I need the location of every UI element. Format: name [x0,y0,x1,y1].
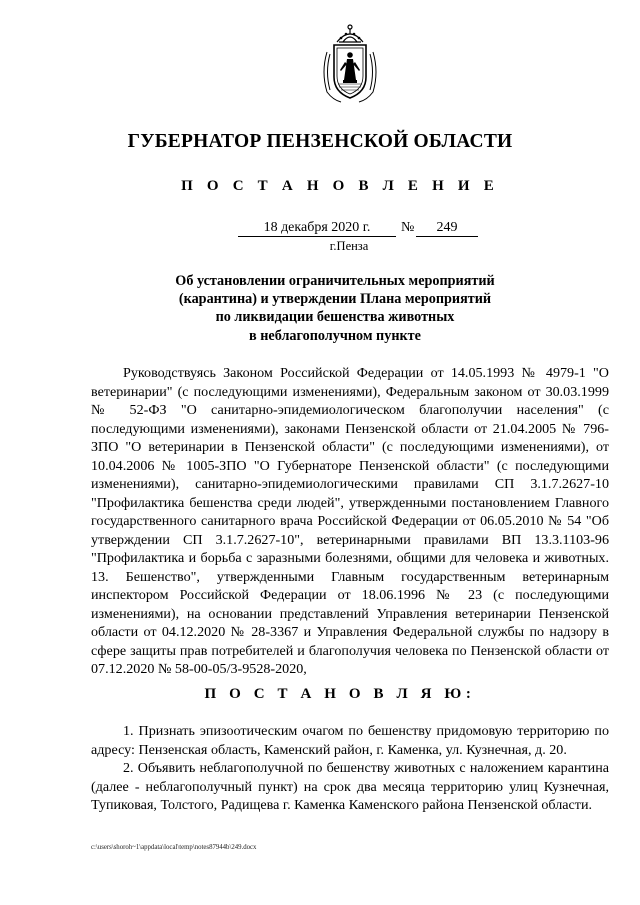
resolution-item: 2. Объявить неблагополучной по бешенству животных с наложением карантина (далее - неблагополучный пункт) на срок два месяца территорию улиц Кузнечная, Тупиковая, Толстого, Радищева г. Каменка Каменского района Пензенской области. [91,760,609,813]
resolution-items [91,722,609,815]
penza-region-coat-of-arms-icon [319,22,381,106]
preamble-paragraph: Руководствуясь Законом Российской Федерации от 14.05.1993 № 4979-1 "О ветеринарии" (с последующими изменениями), Федеральным законом от 30.03.1999 № 52-ФЗ "О санитарно-эпидемиологическом благополучии населения" (с последующими изменениями), законами Пензенской области от 21.04.2005 № 796-ЗПО "О ветеринарии в Пензенской области" (с последующими изменениями), от 10.04.2006 № 1005-ЗПО "О Губернаторе Пензенской области" (с последующими изменениями), санитарно-эпидемиологическими правилами СП 3.1.7.2627-10 "Профилактика бешенства среди людей", утвержденными постановлением Главного государственного санитарного врача Российской Федерации от 06.05.2010 № 54 "Об утверждении СП 3.1.7.2627-10", ветеринарными правилами ВП 13.3.1103-96 "Профилактика и борьба с заразными болезнями, общими для человека и животных. 13. Бешенство", утвержденными Главным государственным ветеринарным инспектором Российской Федерации от 18.06.1996 № 23 (с последующими изменениями), на основании представлений Управления ветеринарии Пензенской области от 04.12.2020 № 28-3367 и Управления Федеральной службы по надзору в сфере защиты прав потребителей и благополучия человека по Пензенской области от 07.12.2020 № 58-00-05/3-9528-2020, [91,365,609,677]
number-sign: № [401,220,415,235]
organization-name: ГУБЕРНАТОР ПЕНЗЕНСКОЙ ОБЛАСТИ [127,131,513,152]
preamble-section [91,364,609,679]
city: г.Пенза [329,239,369,253]
title-line: Об установлении ограничительных мероприятий [175,273,495,289]
document-date: 18 декабря 2020 г. [238,220,396,237]
resolution-item: 1. Признать эпизоотическим очагом по бешенству придомовую территорию по адресу: Пензенская область, Каменский район, г. Каменка, ул. Кузнечная, д. 20. [91,723,609,758]
title-line: (карантина) и утверждении Плана мероприятий [178,291,492,308]
title-line: по ликвидации бешенства животных [215,309,455,326]
document-number: 249 [416,220,478,237]
document-type: П О С Т А Н О В Л Е Н И Е [181,178,499,194]
file-path-footer: c:\users\shoroh~1\appdata\local\temp\notes87944b\249.docx [91,844,257,851]
document-title [140,272,530,345]
resolve-heading: П О С Т А Н О В Л Я Ю: [204,686,476,702]
title-line: в неблагополучном пункте [249,327,421,344]
